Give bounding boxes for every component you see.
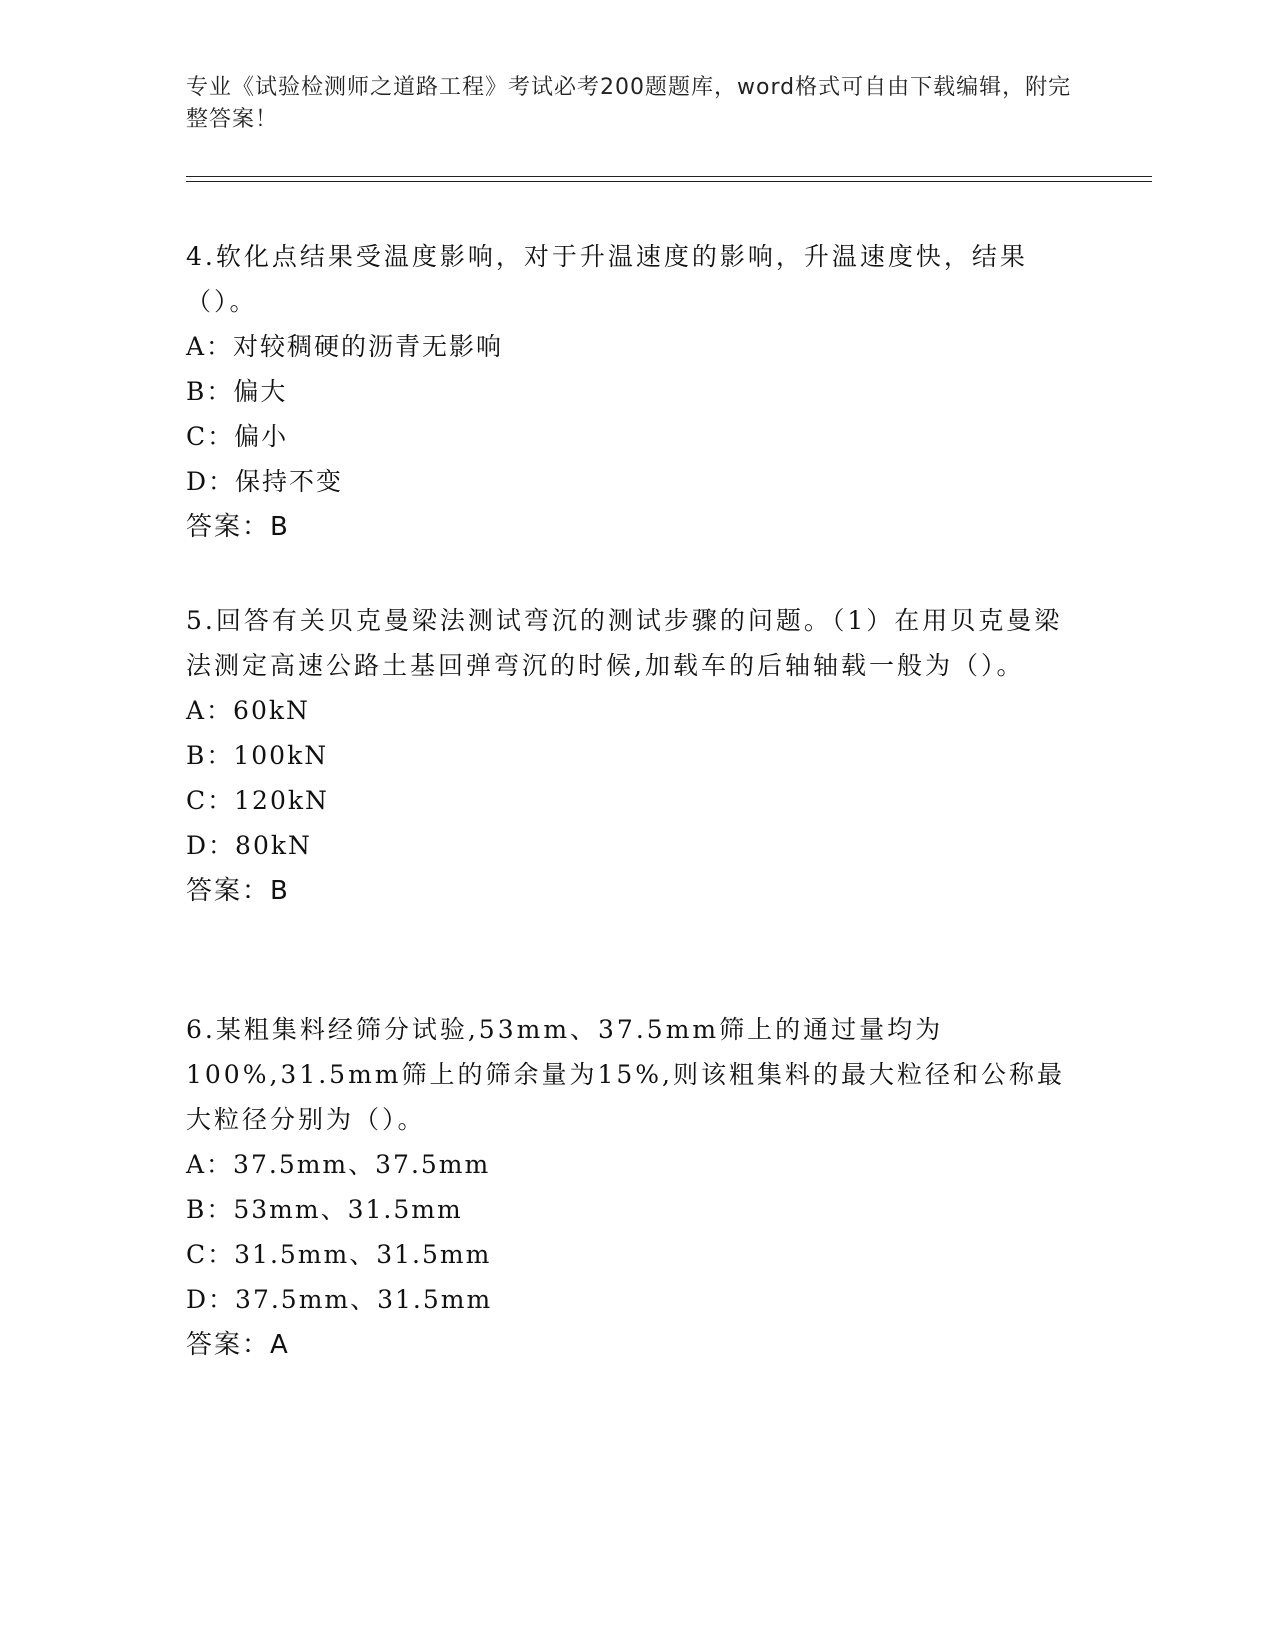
option-b: B：53mm、31.5mm: [186, 1195, 463, 1224]
answer: 答案：A: [186, 1330, 290, 1360]
option-a: A：对较稠硬的沥青无影响: [186, 332, 504, 361]
header-divider-bottom: [186, 181, 1152, 182]
question-5: [186, 598, 1086, 914]
option-c: C：120kN: [186, 786, 329, 815]
option-d: D：37.5mm、31.5mm: [186, 1285, 493, 1314]
question-stem: 6.某粗集料经筛分试验,53mm、37.5mm筛上的通过量均为100%,31.5mm筛上的筛余量为15%,则该粗集料的最大粒径和公称最大粒径分别为（）。: [186, 1015, 1066, 1134]
question-6: [186, 1007, 1086, 1368]
option-a: A：60kN: [186, 696, 310, 725]
question-4: [186, 234, 1086, 550]
question-stem: 4.软化点结果受温度影响，对于升温速度的影响，升温速度快，结果（）。: [186, 242, 1028, 316]
document-header: 专业《试验检测师之道路工程》考试必考200题题库，word格式可自由下载编辑，附完整答案！: [186, 75, 1072, 132]
option-c: C：31.5mm、31.5mm: [186, 1240, 492, 1269]
answer: 答案：B: [186, 512, 290, 542]
option-d: D：80kN: [186, 831, 312, 860]
header-divider-top: [186, 176, 1152, 177]
option-b: B：偏大: [186, 377, 288, 406]
option-b: B：100kN: [186, 741, 329, 770]
question-stem: 5.回答有关贝克曼梁法测试弯沉的测试步骤的问题。（1）在用贝克曼梁法测定高速公路土基回弹弯沉的时候,加载车的后轴轴载一般为（）。: [186, 606, 1063, 680]
option-c: C：偏小: [186, 422, 289, 451]
option-d: D：保持不变: [186, 467, 344, 496]
answer: 答案：B: [186, 876, 290, 906]
option-a: A：37.5mm、37.5mm: [186, 1150, 491, 1179]
